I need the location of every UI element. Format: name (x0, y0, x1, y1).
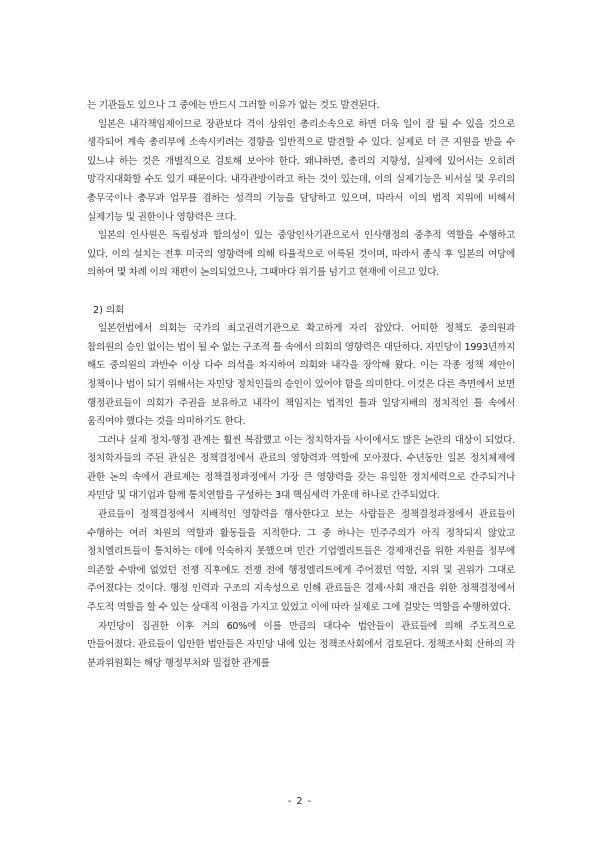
paragraph-personnel-authority: 일본의 인사원은 독립성과 합의성이 있는 중앙인사기관으로서 인사행정의 중추적 역할을 수행하고 있다. 이의 설치는 전후 미국의 영향력에 의해 타율적으로 이룩된 것이며, 따라서 종식 후 일본의 여당에 의하여 몇 차례 이의 재편이 논의되었으나, 그때마다 위기를 넘기고 현재에 이르고 있다. (87, 230, 515, 279)
paragraph-politics-administration: 그러나 실제 정치-행정 관계는 훨씬 복잡했고 이는 정치학자들 사이에서도 많은 논란의 대상이 되었다. 정치학자들의 주된 관심은 정책결정에서 관료의 영향력과 역할에 모아졌다. 수년동안 일본 정치체제에 관한 논의 속에서 관료제는 정책결정과정에서 가장 큰 영향력을 갖는 유일한 정치세력으로 간주되거나 자민당 및 대기업과 함께 통치연합을 구성하는 3대 핵심세력 가운데 하나로 간주되었다. (87, 434, 515, 502)
paragraph-bureaucrat-influence: 관료들이 정책결정에서 지배적인 영향력을 행사한다고 보는 사람들은 정책결정과정에서 관료들이 수행하는 여러 차원의 역할과 활동들을 지적한다. 그 중 하나는 민주주의가 아직 정착되지 않았고 정치엘리트들이 통치하는 데에 익숙하지 못했으며 민간 기업엘리트들은 경제재건을 위한 자원을 정부에 의존할 수밖에 없었던 전쟁 직후에도 전쟁 전에 행정엘리트에게 주어졌던 역할, 지위 및 권위가 그대로 주어졌다는 것이다. 행정 인력과 구조의 지속성으로 인해 관료들은 경제·사회 재건을 위한 정책결정에서 주도적 역할을 할 수 있는 상대적 이점을 가지고 있었고 이에 따라 실제로 그에 걸맞는 역할을 수행하였다. (87, 509, 515, 614)
paragraph-cabinet-system: 일본은 내각책임제이므로 장관보다 격이 상위인 총리소속으로 하면 더욱 일이 잘 될 수 있을 것으로 생각되어 계속 총리부에 소속시키려는 경향을 일반적으로 발견할 수 있다. 실제로 더 큰 지원을 받을 수 있느냐 하는 것은 개별적으로 검토해 보아야 한다. 왜냐하면, 총리의 지향성, 실제에 있어서는 오히려 망각지대화할 수도 있기 때문이다. 내각관방이라고 하는 것이 있는데, 이의 실제기능은 비서실 및 우리의 총무국이나 총무과 업무를 겸하는 성격의 기능을 담당하고 있으며, 따라서 이의 법적 지위에 비해서 실제기능 및 권한이나 영향력은 크다. (87, 118, 515, 223)
paragraph-continuation: 는 기관들도 있으나 그 중에는 반드시 그러할 이유가 없는 것도 발견된다. (87, 100, 380, 111)
section-spacer (87, 283, 515, 302)
document-body (87, 97, 515, 673)
paragraph-ldp-bills: 자민당이 집권한 이후 거의 60%에 이를 만큼의 대다수 법안들이 관료들에 의해 주도적으로 만들어졌다. 관료들이 입안한 법안들은 자민당 내에 있는 정책조사회에서 검토된다. 정책조사회 산하의 각 분과위원회는 해당 행정부처와 밀접한 관계를 (87, 620, 515, 669)
paragraph-parliament-power: 일본헌법에서 의회는 국가의 최고권력기관으로 확고하게 자리 잡았다. 어떠한 정책도 중의원과 참의원의 승인 없이는 법이 될 수 없는 구조적 틀 속에서 의회의 영향력은 대단하다. 자민당이 1993년까지 해도 중의원의 과반수 이상 다수 의석을 차지하여 의회와 내각을 장악해 왔다. 이는 각종 정책 제안이 정책이나 법이 되기 위해서는 자민당 정치인들의 승인이 있어야 함을 의미한다. 이것은 다른 측면에서 보면 행정관료들이 의회가 주권을 보유하고 내각이 책임지는 법적인 틀과 일당지배의 정치적인 틀 속에서 움직여야 했다는 것을 의미하기도 한다. (87, 323, 515, 428)
page-number: - 2 - (287, 796, 313, 807)
section-heading: 2) 의회 (93, 304, 125, 316)
